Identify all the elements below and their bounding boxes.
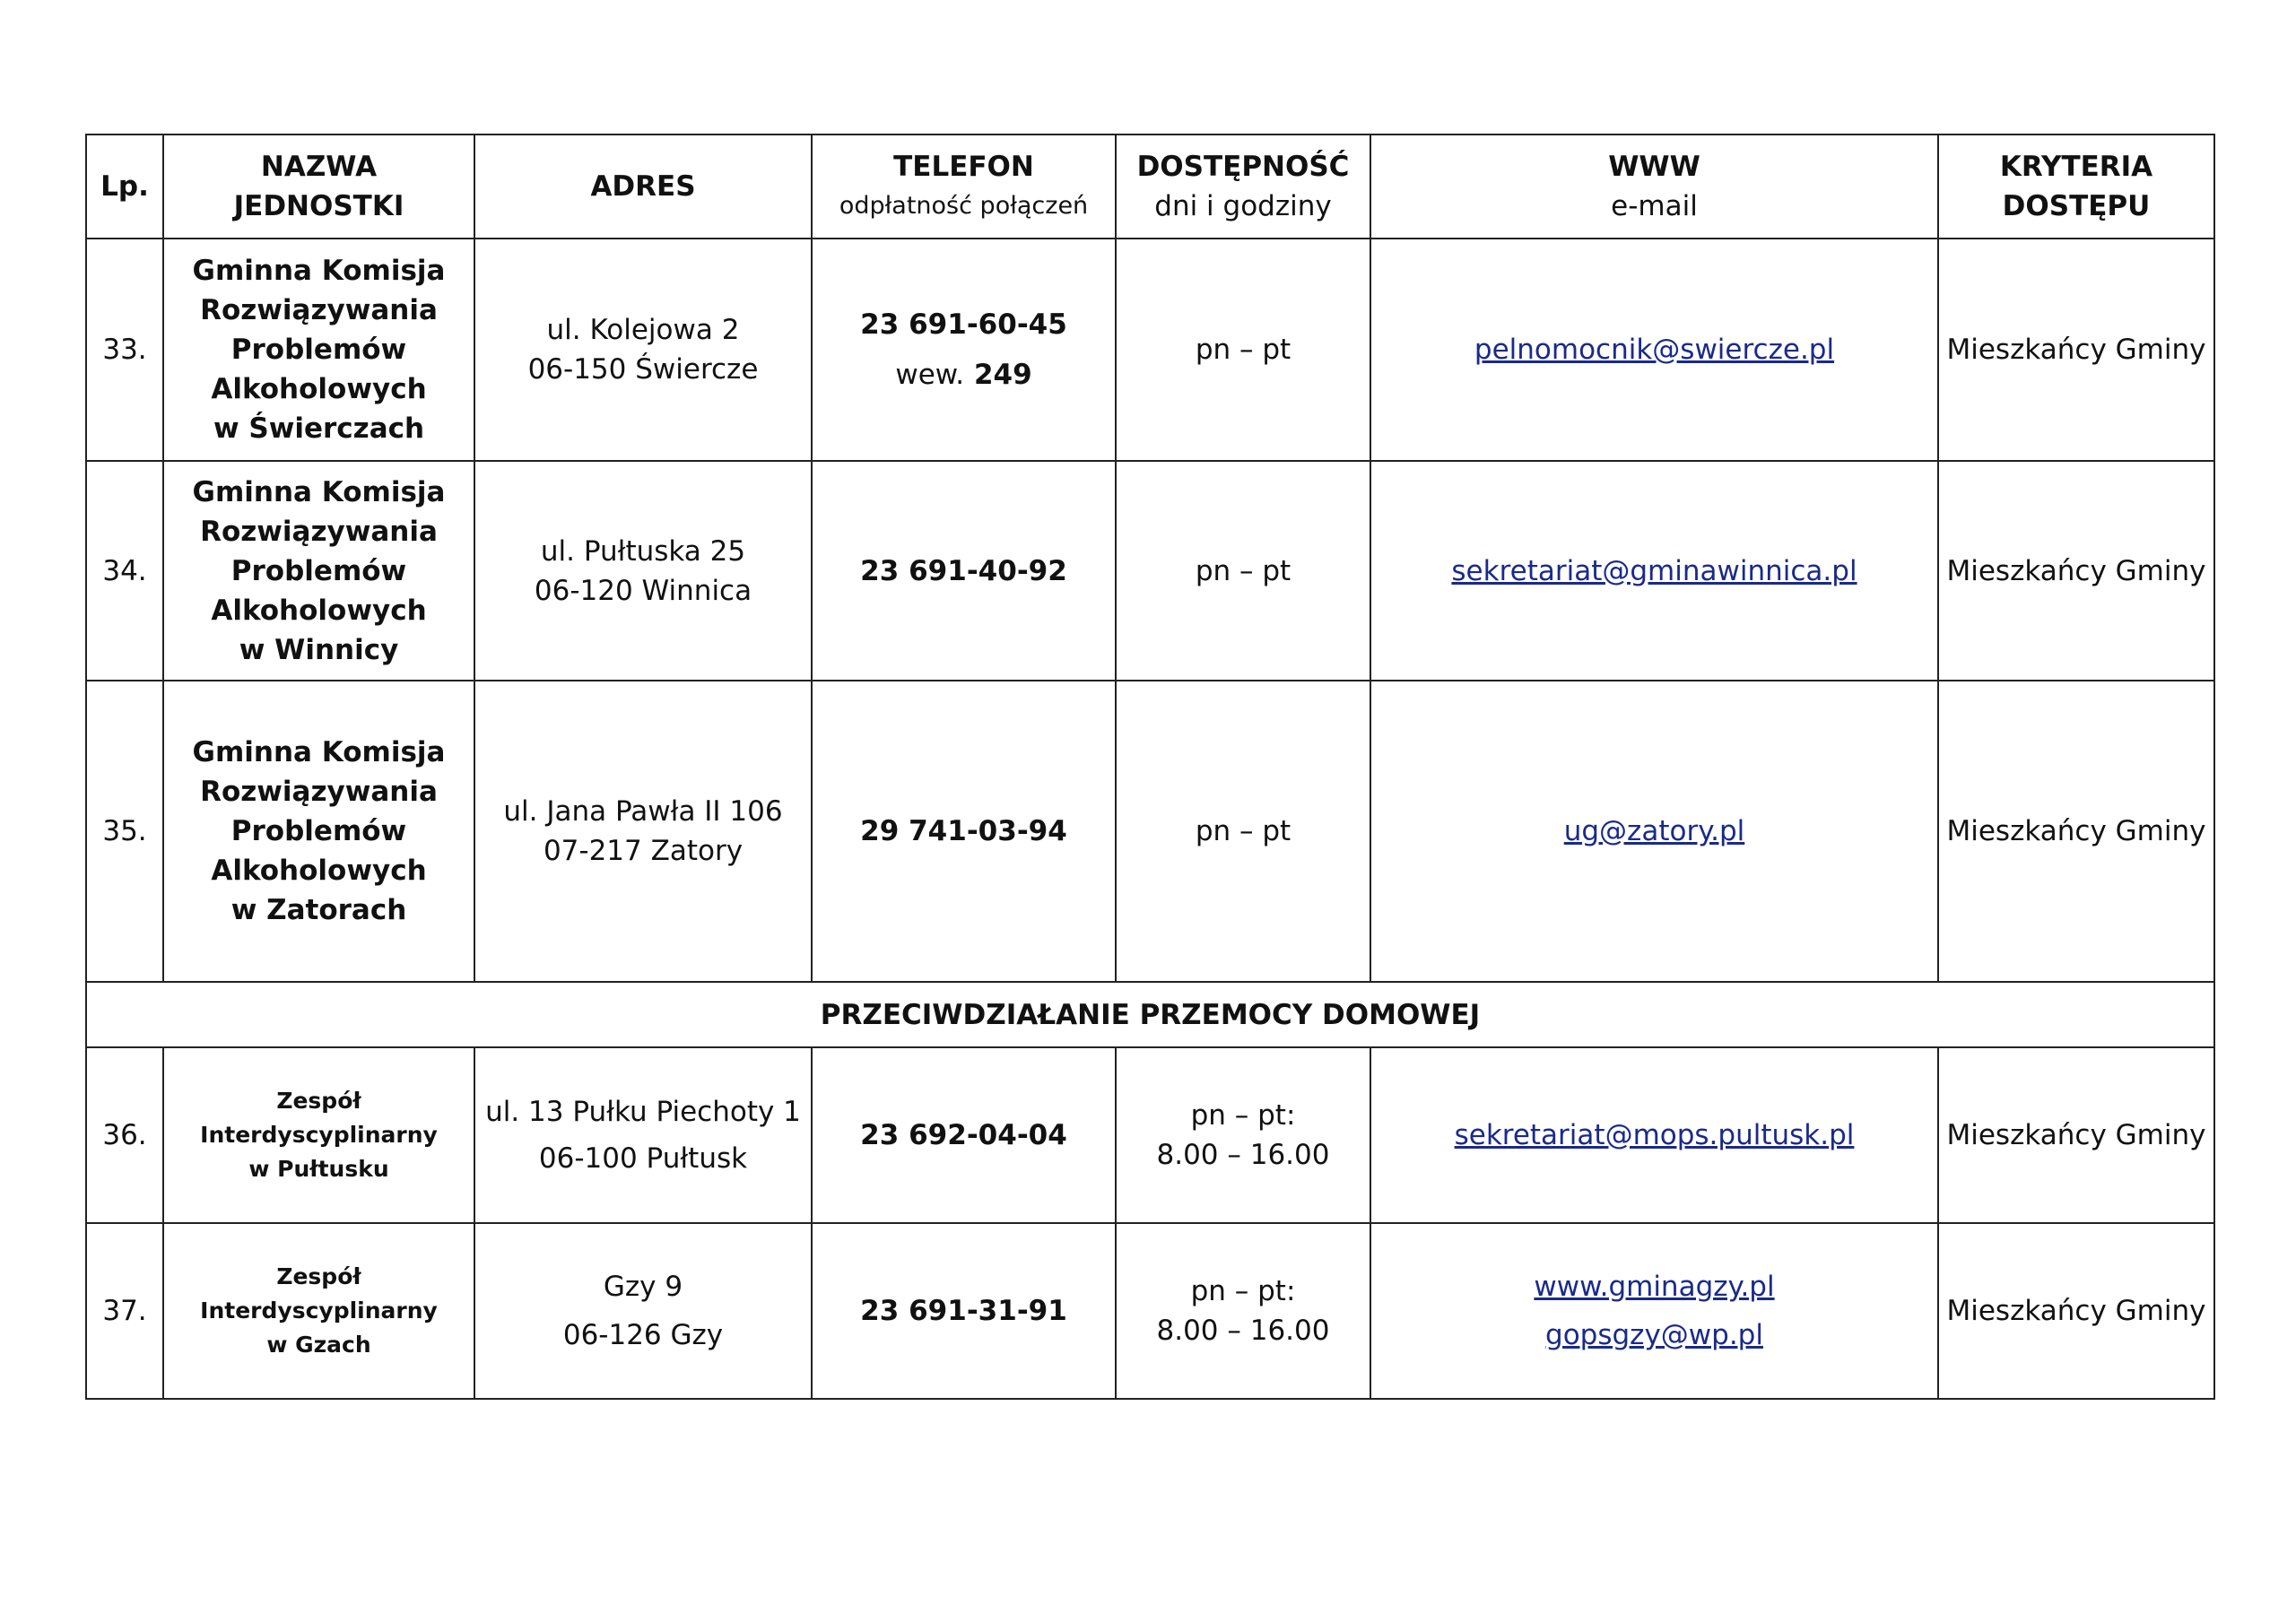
address-street: Gzy 9: [603, 1271, 683, 1303]
phone-extension: [820, 355, 1108, 395]
access-criteria: Mieszkańcy Gminy: [1938, 1223, 2214, 1399]
header-criteria: [1938, 135, 2214, 239]
row-number: 35.: [86, 681, 163, 982]
address: [474, 239, 812, 461]
address-city: 06-120 Winnica: [534, 574, 752, 607]
unit-name-line: Alkoholowych: [211, 594, 427, 627]
availability-days: pn – pt:: [1190, 1275, 1296, 1307]
contact: [1370, 681, 1938, 982]
unit-name-line: Rozwiązywania: [200, 776, 438, 808]
row-number: 36.: [86, 1047, 163, 1223]
address: [474, 1223, 812, 1399]
address-street: ul. 13 Pułku Piechoty 1: [485, 1096, 801, 1128]
unit-name: [163, 1223, 474, 1399]
header-criteria-line: KRYTERIA: [1999, 151, 2153, 183]
unit-name-line: Gminna Komisja: [192, 475, 446, 508]
header-address: ADRES: [474, 135, 812, 239]
section-row: [86, 982, 2214, 1047]
phone-number: 23 692-04-04: [860, 1119, 1067, 1151]
email-link[interactable]: sekretariat@mops.pultusk.pl: [1454, 1119, 1855, 1151]
unit-name-line: Problemów: [230, 334, 407, 366]
address-city: 06-150 Świercze: [527, 353, 759, 386]
header-name: [163, 135, 474, 239]
availability: pn – pt: [1116, 239, 1370, 461]
row-number: 33.: [86, 239, 163, 461]
phone: [812, 681, 1116, 982]
header-row: [86, 135, 2214, 239]
unit-name-line: Rozwiązywania: [200, 294, 438, 326]
availability: pn – pt: [1116, 461, 1370, 681]
unit-name-line: Gminna Komisja: [192, 255, 446, 287]
phone-number: 29 741-03-94: [860, 815, 1067, 847]
header-phone: [812, 135, 1116, 239]
availability: pn – pt: [1116, 681, 1370, 982]
unit-name-line: w Świerczach: [213, 412, 425, 445]
unit-name: [163, 239, 474, 461]
access-criteria: Mieszkańcy Gminy: [1938, 239, 2214, 461]
header-www: [1370, 135, 1938, 239]
institutions-table: [85, 134, 2215, 1400]
unit-name: [163, 461, 474, 681]
contact: [1370, 1047, 1938, 1223]
phone-number: 23 691-40-92: [860, 554, 1067, 587]
address-city: 06-100 Pułtusk: [538, 1142, 748, 1175]
email-link[interactable]: gopsgzy@wp.pl: [1545, 1319, 1763, 1351]
unit-name-line: w Winnicy: [239, 633, 399, 666]
address-city: 06-126 Gzy: [562, 1319, 724, 1351]
unit-name-line: Zespół Interdyscyplinarny: [200, 1088, 438, 1148]
header-lp: Lp.: [86, 135, 163, 239]
address-street: ul. Pułtuska 25: [540, 534, 746, 568]
unit-name-line: Alkoholowych: [211, 855, 427, 887]
header-email-subtitle: e-mail: [1611, 190, 1698, 222]
contact: [1370, 239, 1938, 461]
unit-name-line: w Zatorach: [230, 894, 407, 926]
table-row: [86, 461, 2214, 681]
phone: [812, 1047, 1116, 1223]
header-phone-title: TELEFON: [893, 151, 1034, 183]
phone-extension-label: wew.: [895, 359, 965, 391]
phone: [812, 461, 1116, 681]
email-link[interactable]: pelnomocnik@swiercze.pl: [1474, 334, 1835, 366]
availability-hours: 8.00 – 16.00: [1156, 1139, 1330, 1171]
availability: [1116, 1047, 1370, 1223]
unit-name: [163, 681, 474, 982]
address-street: ul. Kolejowa 2: [546, 314, 740, 346]
address-city: 07-217 Zatory: [543, 835, 744, 867]
address: [474, 1047, 812, 1223]
unit-name-line: Zespół Interdyscyplinarny: [200, 1263, 438, 1324]
phone-number: 23 691-60-45: [860, 308, 1067, 341]
unit-name-line: w Gzach: [266, 1332, 371, 1358]
header-availability: [1116, 135, 1370, 239]
header-criteria-line: DOSTĘPU: [2002, 190, 2151, 222]
unit-name: [163, 1047, 474, 1223]
row-number: 34.: [86, 461, 163, 681]
header-www-title: WWW: [1608, 151, 1700, 183]
email-link[interactable]: ug@zatory.pl: [1563, 815, 1745, 847]
contact: [1370, 461, 1938, 681]
access-criteria: Mieszkańcy Gminy: [1938, 1047, 2214, 1223]
header-availability-subtitle: dni i godziny: [1154, 190, 1332, 222]
unit-name-line: w Pułtusku: [248, 1156, 389, 1182]
section-title: PRZECIWDZIAŁANIE PRZEMOCY DOMOWEJ: [86, 982, 2214, 1047]
table-row: [86, 1223, 2214, 1399]
address-street: ul. Jana Pawła II 106: [503, 795, 783, 828]
address: [474, 681, 812, 982]
unit-name-line: Problemów: [230, 815, 407, 847]
unit-name-line: Gminna Komisja: [192, 736, 446, 768]
availability-hours: 8.00 – 16.00: [1156, 1315, 1330, 1347]
phone: [812, 239, 1116, 461]
website-link[interactable]: www.gminagzy.pl: [1534, 1271, 1775, 1303]
access-criteria: Mieszkańcy Gminy: [1938, 461, 2214, 681]
unit-name-line: Rozwiązywania: [200, 515, 438, 548]
table-row: [86, 1047, 2214, 1223]
header-name-line: NAZWA: [260, 151, 378, 183]
availability: [1116, 1223, 1370, 1399]
table-row: [86, 681, 2214, 982]
address: [474, 461, 812, 681]
table-row: [86, 239, 2214, 461]
contact: [1370, 1223, 1938, 1399]
header-name-line: JEDNOSTKI: [233, 190, 404, 222]
row-number: 37.: [86, 1223, 163, 1399]
availability-days: pn – pt:: [1190, 1099, 1296, 1132]
phone: [812, 1223, 1116, 1399]
phone-extension-number: 249: [973, 359, 1032, 391]
unit-name-line: Problemów: [230, 554, 407, 587]
phone-number: 23 691-31-91: [860, 1295, 1067, 1327]
unit-name-line: Alkoholowych: [211, 373, 427, 405]
email-link[interactable]: sekretariat@gminawinnica.pl: [1451, 554, 1857, 587]
access-criteria: Mieszkańcy Gminy: [1938, 681, 2214, 982]
header-availability-title: DOSTĘPNOŚĆ: [1136, 151, 1350, 183]
header-phone-subtitle: odpłatność połączeń: [839, 192, 1089, 220]
